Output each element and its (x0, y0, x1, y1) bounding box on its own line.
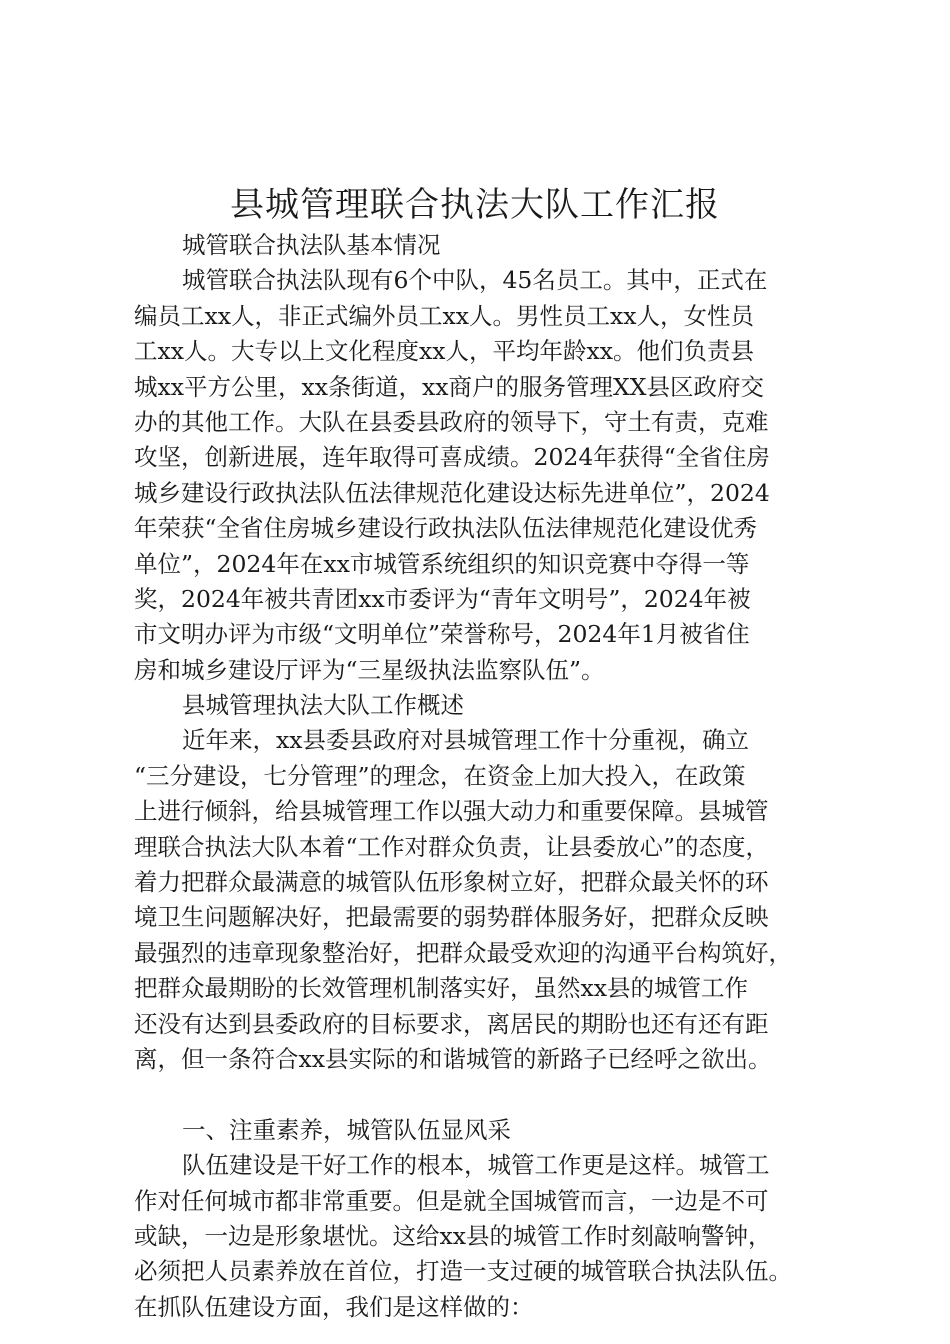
text-line: 离，但一条符合xx县实际的和谐城管的新路子已经呼之欲出。 (134, 1044, 772, 1073)
document-title: 县城管理联合执法大队工作汇报 (230, 185, 720, 225)
text-line: 在抓队伍建设方面，我们是这样做的： (134, 1292, 534, 1321)
text-line: 年荣获“全省住房城乡建设行政执法队伍法律规范化建设优秀 (134, 514, 758, 543)
text-line: “三分建设，七分管理”的理念，在资金上加大投入，在政策 (134, 761, 746, 790)
text-line: 或缺，一边是形象堪忧。这给xx县的城管工作时刻敲响警钟， (134, 1221, 772, 1250)
text-line: 城管联合执法队基本情况 (182, 231, 441, 259)
text-line: 作对任何城市都非常重要。但是就全国城管而言，一边是不可 (134, 1186, 769, 1215)
blank-line (134, 1077, 824, 1112)
document-body (134, 228, 824, 1325)
text-line: 必须把人员素养放在首位，打造一支过硬的城管联合执法队伍。 (134, 1257, 792, 1286)
text-line: 城乡建设行政执法队伍法律规范化建设达标先进单位”，2024 (134, 478, 770, 507)
text-line: 市文明办评为市级“文明单位”荣誉称号，2024年1月被省住 (134, 620, 750, 649)
text-line: 城xx平方公里，xx条街道，xx商户的服务管理XX县区政府交 (134, 372, 764, 401)
text-line: 境卫生问题解决好，把最需要的弱势群体服务好，把群众反映 (134, 903, 769, 932)
text-line: 把群众最期盼的长效管理机制落实好，虽然xx县的城管工作 (134, 974, 749, 1003)
text-line: 攻坚，创新进展，连年取得可喜成绩。2024年获得“全省住房 (134, 443, 770, 472)
text-line: 最强烈的违章现象整治好，把群众最受欢迎的沟通平台构筑好， (134, 938, 792, 967)
text-line: 一、注重素养，城管队伍显风采 (182, 1115, 511, 1144)
text-line: 编员工xx人，非正式编外员工xx人。男性员工xx人，女性员 (134, 301, 755, 330)
text-line: 理联合执法大队本着“工作对群众负责，让县委放心”的态度， (134, 832, 770, 861)
text-line: 工xx人。大专以上文化程度xx人，平均年龄xx。他们负责县 (134, 337, 755, 366)
text-line: 着力把群众最满意的城管队伍形象树立好，把群众最关怀的环 (134, 868, 769, 897)
text-line: 城管联合执法队现有6个中队，45名员工。其中，正式在 (182, 266, 768, 295)
text-line: 上进行倾斜，给县城管理工作以强大动力和重要保障。县城管 (134, 797, 769, 826)
text-line: 奖，2024年被共青团xx市委评为“青年文明号”，2024年被 (134, 584, 751, 613)
text-line: 队伍建设是干好工作的根本，城管工作更是这样。城管工 (182, 1151, 770, 1180)
text-line: 还没有达到县委政府的目标要求，离居民的期盼也还有还有距 (134, 1009, 769, 1038)
text-line: 单位”，2024年在xx市城管系统组织的知识竞赛中夺得一等 (134, 549, 750, 578)
text-line: 房和城乡建设厅评为“三星级执法监察队伍”。 (134, 655, 605, 684)
text-line: 县城管理执法大队工作概述 (182, 691, 464, 720)
text-line: 办的其他工作。大队在县委县政府的领导下，守土有责，克难 (134, 407, 769, 436)
text-line: 近年来，xx县委县政府对县城管理工作十分重视，确立 (182, 726, 750, 755)
